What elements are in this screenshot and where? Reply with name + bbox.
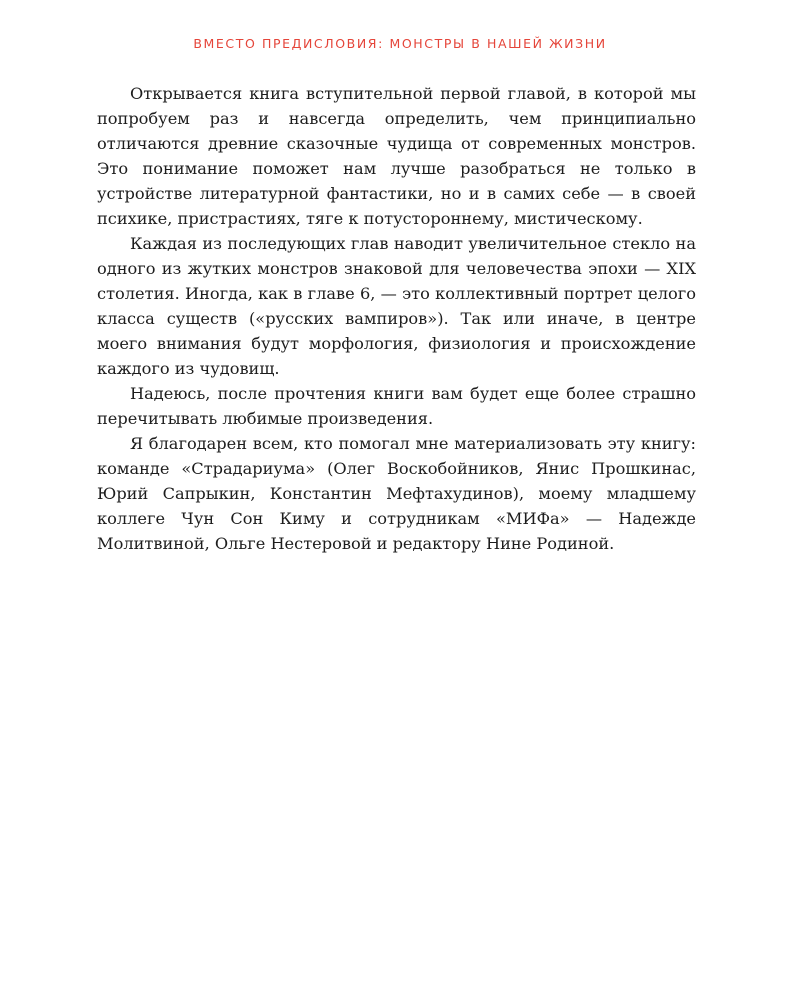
paragraph-2: Каждая из последующих глав наводит увеличительное стекло на одного из жутких монстров знаковой для человечества эпохи — XIX столетия. Иногда, как в главе 6, — это коллективный портрет целого класса существ («русских вампиров»). Так или иначе, в центре моего внимания будут морфология, физиология и происхождение каждого из чудовищ. [97, 234, 696, 378]
paragraph-4: Я благодарен всем, кто помогал мне материализовать эту книгу: команде «Страдариума» (Олег Воскобойников, Янис Прошкинас, Юрий Сапрыкин, Константин Мефтахудинов), моему младшему коллеге Чун Сон Киму и сотрудникам «МИФа» — Надежде Молитвиной, Ольге Нестеровой и редактору Нине Родиной. [97, 434, 696, 553]
running-head: ВМЕСТО ПРЕДИСЛОВИЯ: МОНСТРЫ В НАШЕЙ ЖИЗНИ [193, 36, 607, 51]
body-text [97, 81, 696, 556]
paragraph-3: Надеюсь, после прочтения книги вам будет еще более страшно перечитывать любимые произведения. [97, 384, 696, 428]
paragraph-1: Открывается книга вступительной первой главой, в которой мы попробуем раз и навсегда определить, чем принципиально отличаются древние сказочные чудища от современных монстров. Это понимание поможет нам лучше разобраться не только в устройстве литературной фантастики, но и в самих себе — в своей психике, пристрастиях, тяге к потустороннему, мистическому. [97, 84, 696, 228]
